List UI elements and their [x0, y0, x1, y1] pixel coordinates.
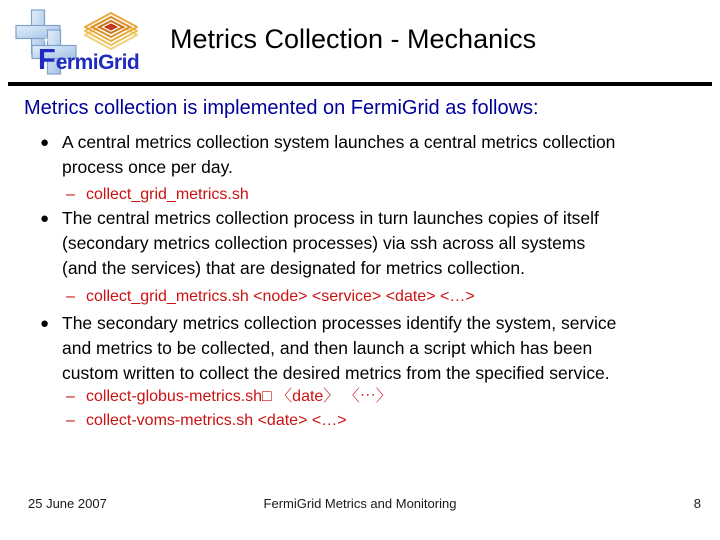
- fermigrid-wordmark: [38, 44, 139, 77]
- sub-bullet-1a: [0, 184, 720, 206]
- bullet-line: (secondary metrics collection processes) via ssh across all systems: [62, 233, 586, 253]
- sub-bullet-text: collect-voms-metrics.sh <date> <…>: [86, 412, 347, 429]
- wordmark-initial: F: [38, 44, 56, 76]
- footer-title: FermiGrid Metrics and Monitoring: [263, 496, 457, 511]
- bullet-line: and metrics to be collected, and then launch a script which has been: [62, 338, 593, 358]
- bullet-line: process once per day.: [62, 157, 233, 177]
- dash-marker: –: [66, 288, 75, 305]
- dash-marker: –: [66, 412, 75, 429]
- slide-title: Metrics Collection - Mechanics: [170, 24, 537, 54]
- sub-bullet-3a: [0, 386, 720, 408]
- bullet-item-1: [0, 130, 720, 180]
- sub-bullet-3b: [0, 410, 720, 432]
- sub-bullet-2a: [0, 286, 720, 308]
- dash-marker: –: [66, 388, 75, 405]
- sub-bullet-text: collect_grid_metrics.sh <node> <service> <date> <…>: [86, 288, 475, 305]
- bullet-item-3: [0, 311, 720, 386]
- bullet-line: The secondary metrics collection processes identify the system, service: [62, 313, 617, 333]
- bullet-line: custom written to collect the desired metrics from the specified service.: [62, 363, 610, 383]
- bullet-line: (and the services) that are designated for metrics collection.: [62, 258, 525, 278]
- header-divider: [8, 82, 712, 86]
- fermigrid-logo: [14, 6, 154, 80]
- footer-page-number: 8: [693, 496, 701, 511]
- bullet-line: A central metrics collection system launches a central metrics collection: [62, 132, 616, 152]
- section-heading: Metrics collection is implemented on FermiGrid as follows:: [24, 97, 539, 119]
- wordmark-rest: ermiGrid: [55, 51, 140, 74]
- bullet-marker: ●: [40, 134, 50, 151]
- bullet-marker: ●: [40, 315, 50, 332]
- bullet-marker: ●: [40, 210, 50, 227]
- bullet-line: The central metrics collection process in turn launches copies of itself: [62, 208, 599, 228]
- slide-body: [0, 130, 720, 432]
- sub-bullet-text: collect_grid_metrics.sh: [86, 186, 249, 203]
- dash-marker: –: [66, 186, 75, 203]
- bullet-item-2: [0, 206, 720, 281]
- footer-date: 25 June 2007: [28, 496, 107, 511]
- sub-bullet-text: collect-globus-metrics.sh□ 〈date〉 〈⋯〉: [86, 388, 392, 405]
